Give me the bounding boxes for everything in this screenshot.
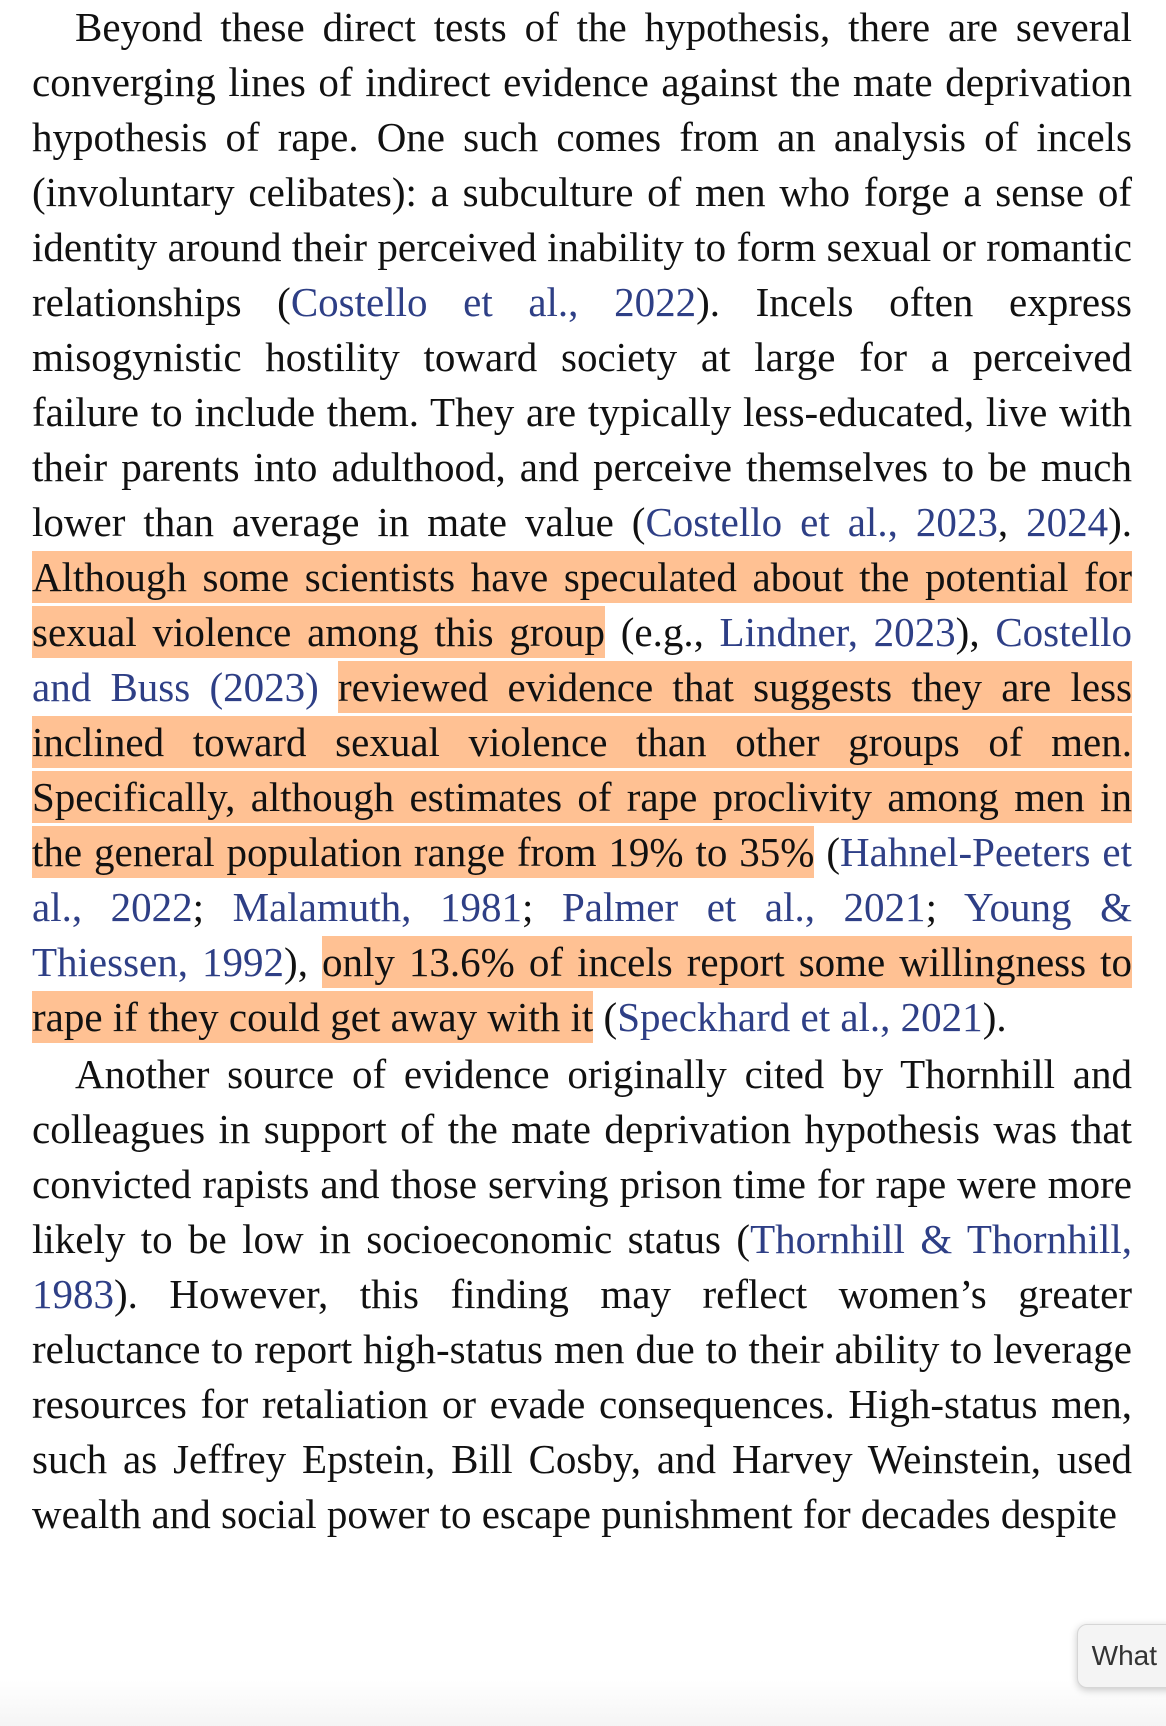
citation-link[interactable]: Costello et al., 2023 — [645, 499, 998, 545]
highlighted-text[interactable]: Although some scientists have speculated about the potential for sexual violence among this group — [32, 551, 1132, 658]
citation-link[interactable]: Palmer et al., 2021 — [562, 884, 926, 930]
text-run: ). However, this finding may reflect women’s greater reluctance to report high-status men due to their ability to leverage resources for retaliation or evade consequences. High-status men, such as Jeffrey Epstein, Bill Cosby, and Harvey Weinstein, used wealth and social power to escape punishment for decades despite — [32, 1271, 1132, 1537]
text-run — [319, 664, 338, 710]
citation-link[interactable]: Speckhard et al., 2021 — [617, 994, 983, 1040]
highlighted-text[interactable]: only 13.6% of incels report some willingness to rape if they could get away with it — [32, 936, 1132, 1043]
text-run: ). — [982, 994, 1007, 1040]
text-run: ; — [925, 884, 965, 930]
citation-link[interactable]: Lindner, 2023 — [719, 609, 956, 655]
text-run: ). Incels often express misogynistic hostility toward society at large for a perceived failure to include them. They are typically less-educated, live with their parents into adulthood, and perceive themselves to be much lower than average in mate value ( — [32, 279, 1132, 545]
text-run: (e.g., — [605, 609, 720, 655]
citation-link[interactable]: 2024 — [1026, 499, 1109, 545]
text-run: ), — [955, 609, 996, 655]
text-run: ; — [522, 884, 562, 930]
text-run: ; — [192, 884, 233, 930]
citation-link[interactable]: Costello et al., 2022 — [290, 279, 697, 325]
highlighted-text[interactable]: reviewed evidence that suggests they are less inclined toward sexual violence than other groups of men. Specifically, although estimates of rape proclivity among men in the general population range from 19% to 35% — [32, 661, 1132, 878]
paragraph-socioeconomic-evidence — [32, 1047, 1132, 1542]
citation-link[interactable]: Malamuth, 1981 — [232, 884, 523, 930]
citation-link[interactable]: Thornhill & Thornhill, 1983 — [32, 1216, 1132, 1317]
text-run: ). — [1108, 499, 1132, 545]
text-run: ), — [284, 939, 322, 985]
bottom-scroll-fade — [0, 1680, 1166, 1726]
paragraph-incels-evidence — [32, 0, 1132, 1045]
text-run: Another source of evidence originally cited by Thornhill and colleagues in support of the mate deprivation hypothesis was that convicted rapists and those serving prison time for rape were more likely to be low in socioeconomic status ( — [32, 1051, 1132, 1262]
citation-link[interactable]: Young & Thiessen, 1992 — [32, 884, 1132, 985]
text-run: ( — [593, 994, 618, 1040]
text-run: Beyond these direct tests of the hypothesis, there are several converging lines of indirect evidence against the mate deprivation hypothesis of rape. One such comes from an analysis of incels (involuntary celibates): a subculture of men who forge a sense of identity around their perceived inability to form sexual or romantic relationships ( — [32, 4, 1132, 325]
text-run: ( — [814, 829, 841, 875]
floating-action-chip[interactable]: What — [1077, 1624, 1166, 1688]
citation-link[interactable]: Costello and Buss (2023) — [32, 609, 1132, 710]
document-page — [32, 0, 1132, 1542]
citation-link[interactable]: Hahnel-Peeters et al., 2022 — [32, 829, 1132, 930]
text-run: , — [997, 499, 1027, 545]
